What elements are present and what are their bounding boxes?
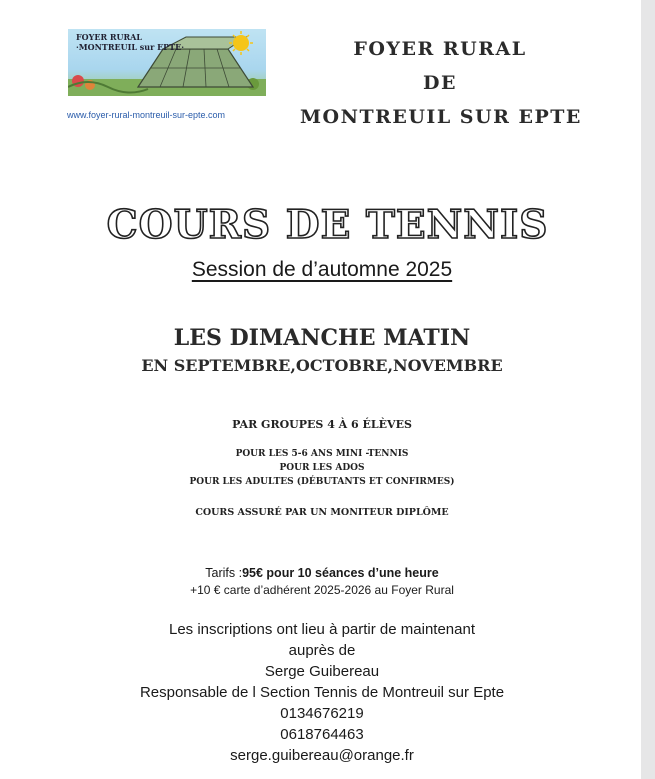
foyer-rural-logo [68, 29, 266, 96]
audience-item: POUR LES ADOS [279, 463, 365, 473]
audience-item: POUR LES 5-6 ANS MINI -TENNIS [235, 449, 409, 459]
group-size: PAR GROUPES 4 À 6 ÉLÈVES [232, 418, 412, 431]
org-name-line1: FOYER RURAL [353, 38, 527, 60]
registration-line: auprès de [288, 642, 356, 659]
org-name-line3: MONTREUIL SUR EPTE [300, 106, 582, 128]
pricing-line [0, 566, 644, 580]
pricing-label: Tarifs : [205, 566, 243, 580]
contact-name: Serge Guibereau [264, 663, 380, 680]
instructor-note: COURS ASSURÉ PAR UN MONITEUR DIPLÔME [195, 507, 449, 518]
contact-email[interactable]: serge.guibereau@orange.fr [230, 747, 414, 764]
session-subtitle-text: Session de d’automne 2025 [191, 258, 453, 281]
registration-line: Les inscriptions ont lieu à partir de maintenant [168, 621, 475, 638]
schedule-months: EN SEPTEMBRE,OCTOBRE,NOVEMBRE [141, 356, 503, 375]
website-url[interactable]: www.foyer-rural-montreuil-sur-epte.com [67, 110, 226, 120]
page-edge [641, 0, 655, 779]
org-name-line2: DE [423, 72, 457, 94]
contact-mobile[interactable]: 0618764463 [280, 726, 364, 743]
contact-phone[interactable]: 0134676219 [280, 705, 364, 722]
membership-fee: +10 € carte d’adhérent 2025-2026 au Foyer Rural [190, 583, 454, 597]
session-subtitle [0, 258, 644, 282]
schedule-days: LES DIMANCHE MATIN [173, 325, 471, 351]
pricing-amount: 95€ pour 10 séances d’une heure [242, 566, 439, 580]
logo-text: FOYER RURAL ·MONTREUIL sur EPTE· [76, 32, 185, 52]
audience-item: POUR LES ADULTES (DÉBUTANTS ET CONFIRMES) [189, 477, 455, 487]
page-title: COURS DE TENNIS [106, 202, 549, 248]
contact-role: Responsable de l Section Tennis de Montreuil sur Epte [139, 684, 505, 701]
